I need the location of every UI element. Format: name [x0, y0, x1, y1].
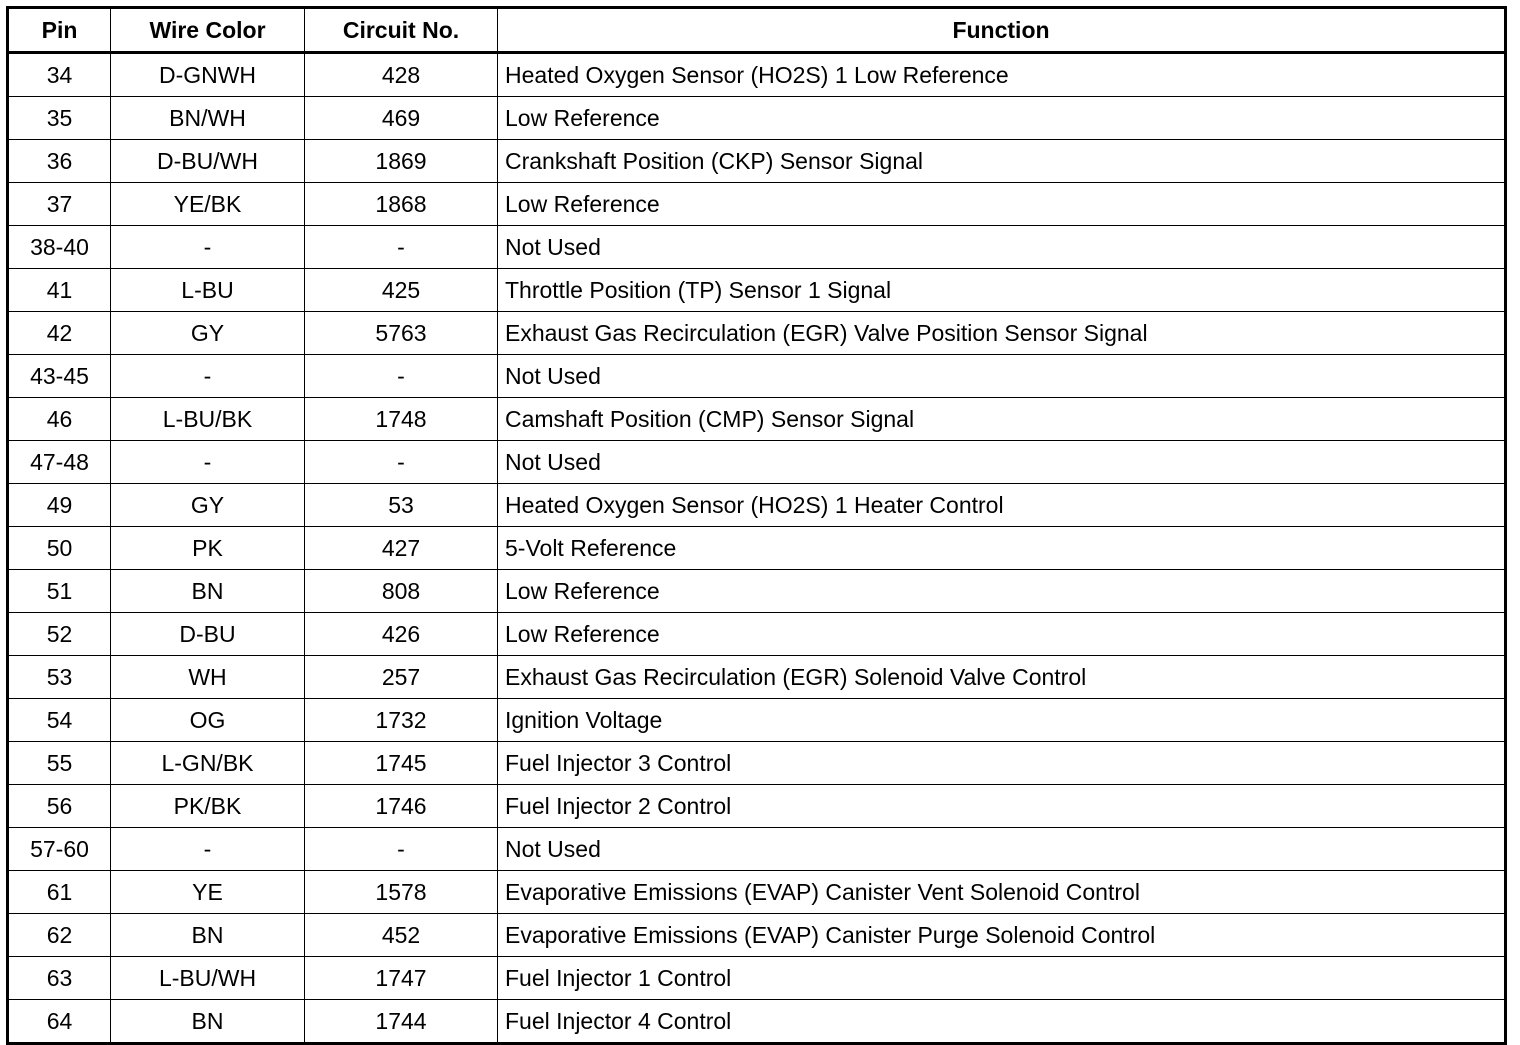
table-row	[8, 226, 1506, 269]
cell-function: Low Reference	[498, 613, 1506, 656]
cell-circuit-no: -	[305, 355, 498, 398]
cell-circuit-no: 1745	[305, 742, 498, 785]
header-circuit-no: Circuit No.	[305, 8, 498, 53]
table-row	[8, 312, 1506, 355]
cell-function: Throttle Position (TP) Sensor 1 Signal	[498, 269, 1506, 312]
cell-wire-color: L-BU	[111, 269, 305, 312]
cell-pin: 55	[8, 742, 111, 785]
cell-function: Low Reference	[498, 183, 1506, 226]
table-row	[8, 914, 1506, 957]
table-header	[8, 8, 1506, 53]
table-row	[8, 269, 1506, 312]
cell-circuit-no: 428	[305, 53, 498, 97]
header-function: Function	[498, 8, 1506, 53]
table-row	[8, 742, 1506, 785]
table-row	[8, 97, 1506, 140]
table-row	[8, 183, 1506, 226]
cell-wire-color: BN	[111, 570, 305, 613]
cell-pin: 64	[8, 1000, 111, 1044]
cell-function: 5-Volt Reference	[498, 527, 1506, 570]
cell-wire-color: PK/BK	[111, 785, 305, 828]
cell-circuit-no: 5763	[305, 312, 498, 355]
cell-function: Heated Oxygen Sensor (HO2S) 1 Heater Control	[498, 484, 1506, 527]
cell-circuit-no: 808	[305, 570, 498, 613]
cell-wire-color: YE/BK	[111, 183, 305, 226]
table-row	[8, 785, 1506, 828]
cell-wire-color: L-BU/WH	[111, 957, 305, 1000]
cell-circuit-no: 427	[305, 527, 498, 570]
cell-pin: 34	[8, 53, 111, 97]
cell-circuit-no: 1746	[305, 785, 498, 828]
cell-wire-color: YE	[111, 871, 305, 914]
cell-pin: 50	[8, 527, 111, 570]
cell-wire-color: L-BU/BK	[111, 398, 305, 441]
cell-circuit-no: 53	[305, 484, 498, 527]
cell-circuit-no: -	[305, 226, 498, 269]
cell-pin: 54	[8, 699, 111, 742]
cell-pin: 63	[8, 957, 111, 1000]
cell-function: Not Used	[498, 355, 1506, 398]
connector-pinout-table	[6, 6, 1507, 1045]
cell-wire-color: PK	[111, 527, 305, 570]
cell-function: Exhaust Gas Recirculation (EGR) Valve Position Sensor Signal	[498, 312, 1506, 355]
cell-function: Not Used	[498, 441, 1506, 484]
cell-circuit-no: 469	[305, 97, 498, 140]
table-row	[8, 957, 1506, 1000]
cell-circuit-no: 425	[305, 269, 498, 312]
cell-function: Exhaust Gas Recirculation (EGR) Solenoid Valve Control	[498, 656, 1506, 699]
cell-function: Fuel Injector 3 Control	[498, 742, 1506, 785]
cell-pin: 42	[8, 312, 111, 355]
cell-wire-color: GY	[111, 484, 305, 527]
table-row	[8, 699, 1506, 742]
cell-wire-color: L-GN/BK	[111, 742, 305, 785]
cell-pin: 35	[8, 97, 111, 140]
cell-circuit-no: 1732	[305, 699, 498, 742]
cell-function: Crankshaft Position (CKP) Sensor Signal	[498, 140, 1506, 183]
cell-function: Fuel Injector 1 Control	[498, 957, 1506, 1000]
cell-wire-color: BN/WH	[111, 97, 305, 140]
header-pin: Pin	[8, 8, 111, 53]
table-row	[8, 871, 1506, 914]
cell-pin: 62	[8, 914, 111, 957]
cell-wire-color: D-GNWH	[111, 53, 305, 97]
table-row	[8, 53, 1506, 97]
cell-pin: 61	[8, 871, 111, 914]
cell-circuit-no: -	[305, 828, 498, 871]
cell-circuit-no: 1744	[305, 1000, 498, 1044]
cell-function: Heated Oxygen Sensor (HO2S) 1 Low Reference	[498, 53, 1506, 97]
table-row	[8, 398, 1506, 441]
cell-function: Evaporative Emissions (EVAP) Canister Vent Solenoid Control	[498, 871, 1506, 914]
cell-circuit-no: 1869	[305, 140, 498, 183]
cell-circuit-no: 1578	[305, 871, 498, 914]
table-row	[8, 828, 1506, 871]
cell-circuit-no: 257	[305, 656, 498, 699]
cell-wire-color: -	[111, 226, 305, 269]
cell-function: Fuel Injector 4 Control	[498, 1000, 1506, 1044]
cell-pin: 52	[8, 613, 111, 656]
table-row	[8, 140, 1506, 183]
cell-wire-color: GY	[111, 312, 305, 355]
cell-pin: 56	[8, 785, 111, 828]
cell-wire-color: WH	[111, 656, 305, 699]
cell-wire-color: BN	[111, 1000, 305, 1044]
table-row	[8, 613, 1506, 656]
cell-circuit-no: 1868	[305, 183, 498, 226]
cell-wire-color: -	[111, 828, 305, 871]
header-row	[8, 8, 1506, 53]
table-row	[8, 1000, 1506, 1044]
cell-pin: 37	[8, 183, 111, 226]
table-row	[8, 484, 1506, 527]
cell-pin: 57-60	[8, 828, 111, 871]
cell-pin: 51	[8, 570, 111, 613]
cell-function: Not Used	[498, 226, 1506, 269]
cell-function: Camshaft Position (CMP) Sensor Signal	[498, 398, 1506, 441]
cell-wire-color: BN	[111, 914, 305, 957]
cell-wire-color: -	[111, 355, 305, 398]
cell-circuit-no: 426	[305, 613, 498, 656]
cell-pin: 36	[8, 140, 111, 183]
cell-function: Evaporative Emissions (EVAP) Canister Purge Solenoid Control	[498, 914, 1506, 957]
cell-wire-color: -	[111, 441, 305, 484]
cell-function: Fuel Injector 2 Control	[498, 785, 1506, 828]
cell-circuit-no: 1748	[305, 398, 498, 441]
cell-function: Ignition Voltage	[498, 699, 1506, 742]
cell-circuit-no: 452	[305, 914, 498, 957]
table-row	[8, 570, 1506, 613]
cell-wire-color: D-BU/WH	[111, 140, 305, 183]
cell-pin: 46	[8, 398, 111, 441]
cell-function: Not Used	[498, 828, 1506, 871]
cell-function: Low Reference	[498, 97, 1506, 140]
header-wire-color: Wire Color	[111, 8, 305, 53]
cell-wire-color: D-BU	[111, 613, 305, 656]
cell-pin: 49	[8, 484, 111, 527]
cell-function: Low Reference	[498, 570, 1506, 613]
cell-circuit-no: -	[305, 441, 498, 484]
cell-pin: 43-45	[8, 355, 111, 398]
cell-pin: 53	[8, 656, 111, 699]
cell-circuit-no: 1747	[305, 957, 498, 1000]
cell-pin: 41	[8, 269, 111, 312]
table-row	[8, 355, 1506, 398]
table-row	[8, 441, 1506, 484]
table-body	[8, 53, 1506, 1044]
cell-wire-color: OG	[111, 699, 305, 742]
table-row	[8, 656, 1506, 699]
cell-pin: 47-48	[8, 441, 111, 484]
table-row	[8, 527, 1506, 570]
cell-pin: 38-40	[8, 226, 111, 269]
